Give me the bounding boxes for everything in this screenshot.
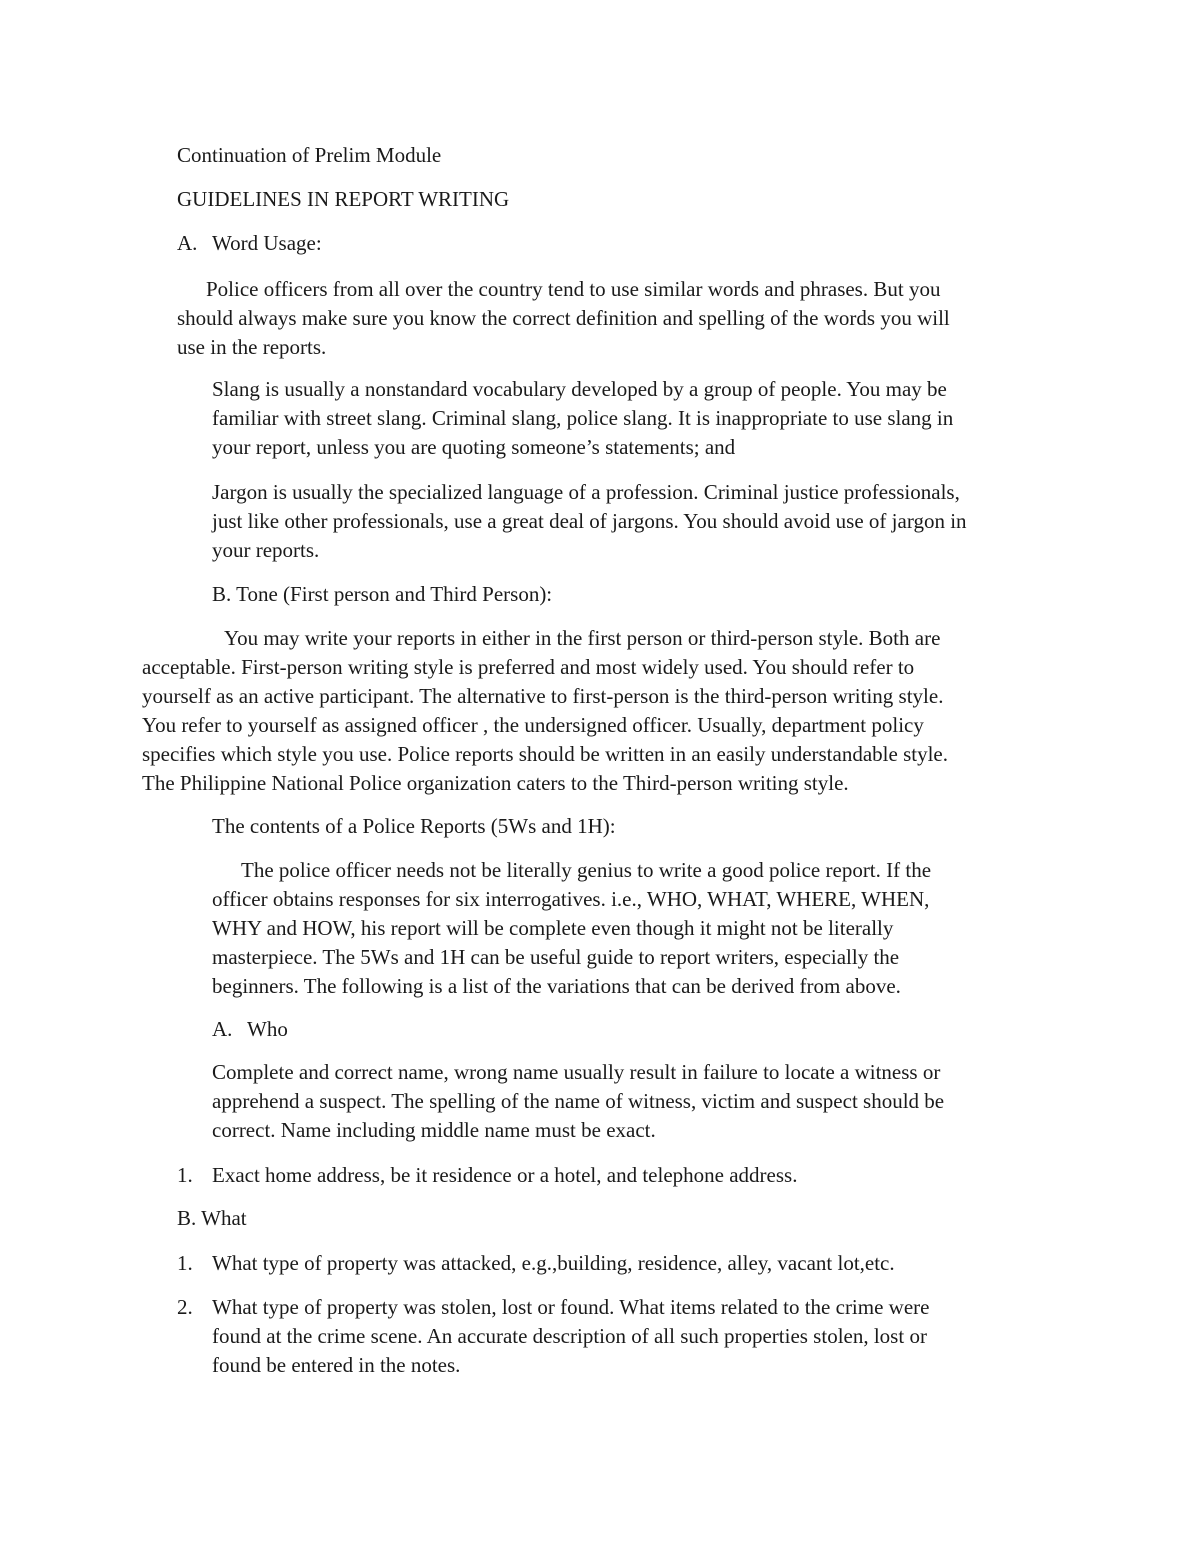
what-item-number: 2.: [177, 1295, 193, 1319]
section-a-heading: Word Usage:: [212, 231, 322, 255]
paragraph-line: use in the reports.: [177, 335, 327, 359]
paragraph-line: found at the crime scene. An accurate description of all such properties stolen, lost or: [212, 1324, 927, 1348]
what-item-text: [212, 1293, 929, 1380]
what-item-text: What type of property was attacked, e.g.,building, residence, alley, vacant lot,etc.: [212, 1251, 895, 1275]
paragraph-line: should always make sure you know the correct definition and spelling of the words you will: [177, 306, 950, 330]
who-heading: Who: [247, 1017, 288, 1041]
section-b-heading: B. Tone (First person and Third Person):: [212, 582, 553, 606]
who-item-number: 1.: [177, 1163, 193, 1187]
what-heading: B. What: [177, 1206, 247, 1230]
paragraph-line: Complete and correct name, wrong name usually result in failure to locate a witness or: [212, 1060, 941, 1084]
paragraph-line: WHY and HOW, his report will be complete even though it might not be literally: [212, 916, 894, 940]
who-marker: A.: [212, 1017, 233, 1041]
paragraph-line: acceptable. First-person writing style is preferred and most widely used. You should refer to: [142, 655, 915, 679]
word-usage-intro: [177, 275, 950, 362]
paragraph-line: Police officers from all over the country tend to use similar words and phrases. But you: [206, 277, 941, 301]
module-header: Continuation of Prelim Module: [177, 143, 442, 167]
contents-paragraph: [212, 856, 931, 1001]
paragraph-line: The police officer needs not be literally genius to write a good police report. If the: [241, 858, 932, 882]
paragraph-line: beginners. The following is a list of the variations that can be derived from above.: [212, 974, 901, 998]
paragraph-line: You may write your reports in either in the first person or third-person style. Both are: [224, 626, 941, 650]
paragraph-line: apprehend a suspect. The spelling of the name of witness, victim and suspect should be: [212, 1089, 945, 1113]
paragraph-line: your report, unless you are quoting someone’s statements; and: [212, 435, 736, 459]
paragraph-line: Slang is usually a nonstandard vocabulary developed by a group of people. You may be: [212, 377, 947, 401]
document-title: GUIDELINES IN REPORT WRITING: [177, 187, 510, 211]
slang-paragraph: [212, 375, 953, 462]
tone-paragraph: [142, 624, 948, 798]
who-item-text: Exact home address, be it residence or a hotel, and telephone address.: [212, 1163, 798, 1187]
paragraph-line: found be entered in the notes.: [212, 1353, 461, 1377]
jargon-paragraph: [212, 478, 967, 565]
paragraph-line: masterpiece. The 5Ws and 1H can be useful guide to report writers, especially the: [212, 945, 900, 969]
paragraph-line: your reports.: [212, 538, 320, 562]
paragraph-line: correct. Name including middle name must be exact.: [212, 1118, 656, 1142]
paragraph-line: You refer to yourself as assigned officer , the undersigned officer. Usually, department policy: [142, 713, 924, 737]
paragraph-line: officer obtains responses for six interrogatives. i.e., WHO, WHAT, WHERE, WHEN,: [212, 887, 930, 911]
section-a-marker: A.: [177, 231, 198, 255]
paragraph-line: specifies which style you use. Police reports should be written in an easily understandable style.: [142, 742, 948, 766]
contents-heading: The contents of a Police Reports (5Ws and 1H):: [212, 814, 616, 838]
paragraph-line: What type of property was stolen, lost or found. What items related to the crime were: [212, 1295, 930, 1319]
paragraph-line: familiar with street slang. Criminal slang, police slang. It is inappropriate to use slang in: [212, 406, 954, 430]
what-item-number: 1.: [177, 1251, 193, 1275]
paragraph-line: yourself as an active participant. The alternative to first-person is the third-person writing style.: [142, 684, 944, 708]
who-paragraph: [212, 1058, 944, 1145]
paragraph-line: The Philippine National Police organization caters to the Third-person writing style.: [142, 771, 849, 795]
paragraph-line: just like other professionals, use a great deal of jargons. You should avoid use of jargon in: [212, 509, 967, 533]
paragraph-line: Jargon is usually the specialized language of a profession. Criminal justice professionals,: [212, 480, 960, 504]
